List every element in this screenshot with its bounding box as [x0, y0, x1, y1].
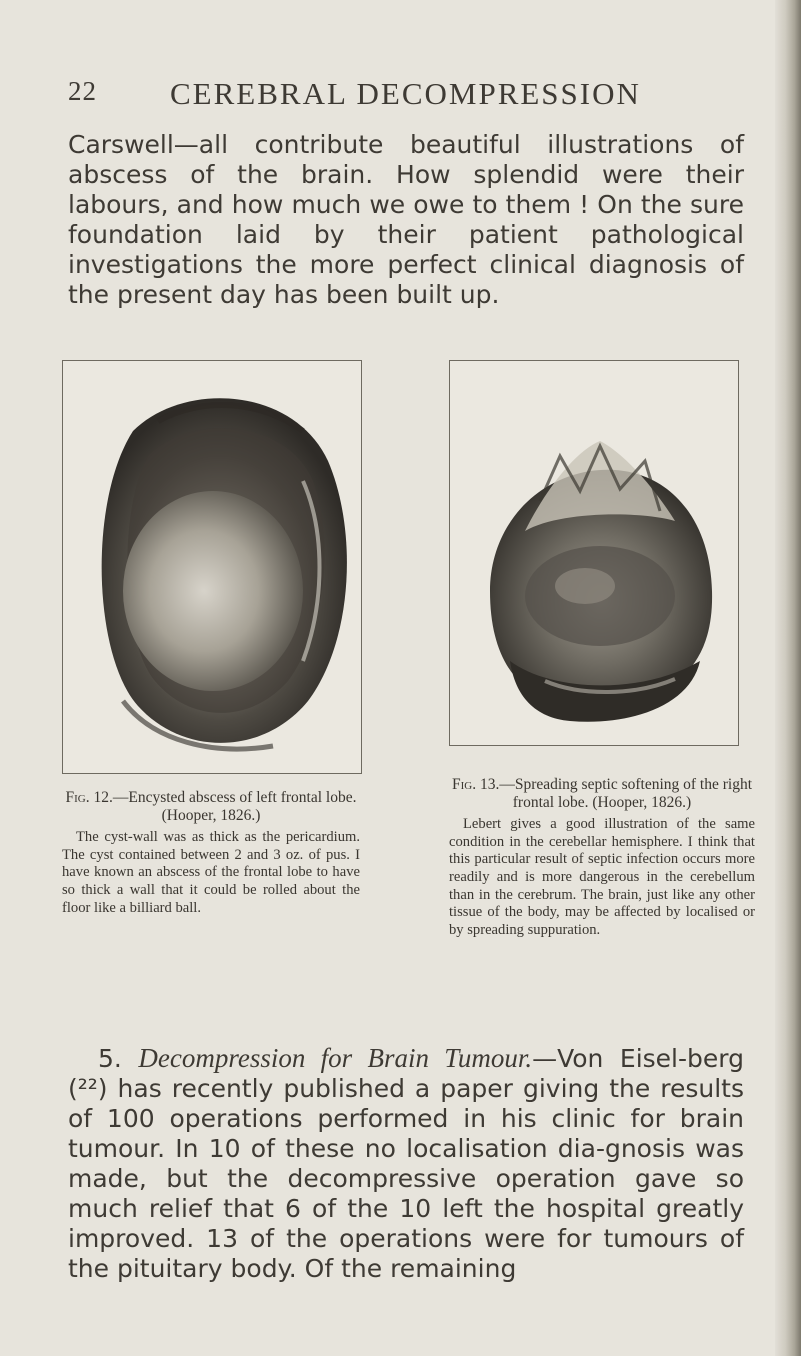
figure-13-title	[449, 776, 755, 811]
figure-13-label: Fig. 13.	[451, 776, 500, 793]
figure-13-title-text: —Spreading septic softening of the right frontal lobe. (Hooper, 1826.)	[499, 776, 753, 811]
figure-13-caption	[449, 776, 755, 939]
figure-12-label: Fig. 12.	[65, 789, 113, 806]
page-number: 22	[68, 76, 97, 106]
encysted-abscess-drawing	[63, 361, 361, 773]
section-5-number: 5.	[98, 1044, 122, 1073]
section-5-text: —Von Eisel-berg (²²) has recently published a paper giving the results of 100 operations performed in his clinic for brain tumour. In 10 of these no localisation dia-gnosis was made, but the decompressive operation gave so much relief that 6 of the 10 left the hospital greatly improved. 13 of the operations were for tumours of the pituitary body. Of the remaining	[68, 1044, 744, 1283]
section-5-paragraph	[68, 1043, 744, 1284]
book-spine-shadow	[775, 0, 801, 1356]
figure-13-description: Lebert gives a good illustration of the same condition in the cerebellar hemisphere. I think that this particular result of septic infection occurs more readily and is more dangerous in the cerebellum than in the cerebrum. The brain, just like any other tissue of the body, may be affected by localised or by spreading suppuration.	[449, 816, 755, 938]
figure-12-title	[62, 789, 360, 824]
figure-12-title-text: —Encysted abscess of left frontal lobe. (Hooper, 1826.)	[112, 789, 357, 824]
figure-12-description: The cyst-wall was as thick as the pericardium. The cyst contained between 2 and 3 oz. of pus. I have known an abscess of the frontal lobe to have so thick a wall that it could be rolled about the floor like a billiard ball.	[62, 829, 360, 916]
section-5-heading: Decompression for Brain Tumour.	[138, 1043, 533, 1073]
body-paragraph-1: Carswell—all contribute beautiful illustrations of abscess of the brain. How splendid were their labours, and how much we owe to them ! On the sure foundation laid by their patient pathological investigations the more perfect clinical diagnosis of the present day has been built up.	[68, 130, 744, 309]
running-title: CEREBRAL DECOMPRESSION	[170, 76, 641, 111]
figure-12-illustration	[62, 360, 362, 774]
figure-13-illustration	[449, 360, 739, 746]
septic-softening-drawing	[450, 361, 738, 745]
figure-12-caption	[62, 789, 360, 917]
page-header	[68, 76, 748, 116]
